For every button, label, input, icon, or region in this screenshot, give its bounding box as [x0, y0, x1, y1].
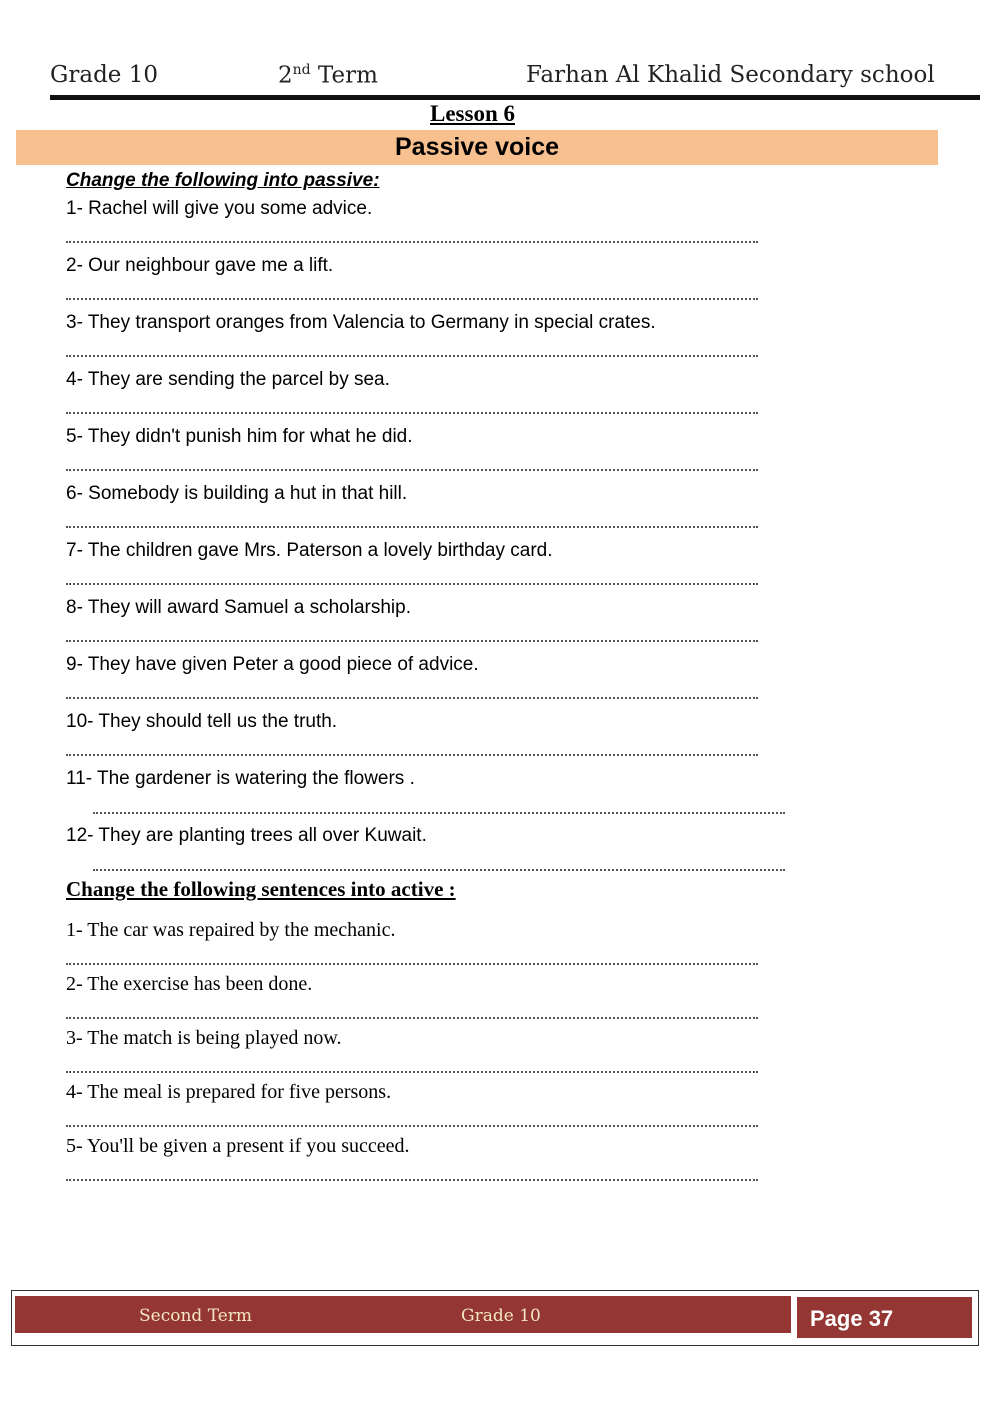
- answer-line[interactable]: [66, 237, 758, 243]
- header-school: Farhan Al Khalid Secondary school: [526, 62, 935, 88]
- passive-question: 11- The gardener is watering the flowers .: [66, 768, 415, 789]
- answer-line[interactable]: [66, 1121, 758, 1127]
- answer-line[interactable]: [66, 1175, 758, 1181]
- page-title: Passive voice: [16, 130, 938, 165]
- passive-question: 12- They are planting trees all over Kuwait.: [66, 825, 427, 846]
- answer-line[interactable]: [66, 465, 758, 471]
- passive-instruction: Change the following into passive:: [66, 170, 380, 191]
- answer-line[interactable]: [66, 750, 758, 756]
- header-term: [278, 62, 378, 89]
- header-term-superscript: nd: [292, 62, 311, 78]
- answer-line[interactable]: [66, 522, 758, 528]
- answer-line[interactable]: [66, 1067, 758, 1073]
- passive-question: 8- They will award Samuel a scholarship.: [66, 597, 411, 618]
- footer-band: [15, 1296, 791, 1333]
- active-instruction: Change the following sentences into active :: [66, 877, 456, 901]
- page-header: [50, 62, 980, 96]
- answer-line[interactable]: [66, 693, 758, 699]
- answer-line[interactable]: [66, 408, 758, 414]
- passive-question: 5- They didn't punish him for what he did.: [66, 426, 413, 447]
- header-grade: Grade 10: [50, 62, 158, 88]
- answer-line[interactable]: [66, 636, 758, 642]
- active-question: 1- The car was repaired by the mechanic.: [66, 919, 396, 941]
- answer-line[interactable]: [66, 294, 758, 300]
- active-question: 5- You'll be given a present if you succeed.: [66, 1135, 410, 1157]
- page-number: Page 37: [797, 1297, 972, 1338]
- answer-line[interactable]: [66, 959, 758, 965]
- lesson-heading: Lesson 6: [430, 101, 515, 126]
- passive-question: 10- They should tell us the truth.: [66, 711, 338, 732]
- footer-term: Second Term: [139, 1306, 253, 1326]
- answer-line[interactable]: [66, 579, 758, 585]
- passive-question: 7- The children gave Mrs. Paterson a lovely birthday card.: [66, 540, 553, 561]
- passive-question: 1- Rachel will give you some advice.: [66, 198, 373, 219]
- passive-question: 6- Somebody is building a hut in that hill.: [66, 483, 408, 504]
- header-term-word: Term: [310, 62, 378, 89]
- active-question: 2- The exercise has been done.: [66, 973, 313, 995]
- header-term-number: 2: [278, 62, 293, 89]
- passive-question: 2- Our neighbour gave me a lift.: [66, 255, 334, 276]
- active-question: 4- The meal is prepared for five persons.: [66, 1081, 392, 1103]
- answer-line[interactable]: [66, 1013, 758, 1019]
- active-question: 3- The match is being played now.: [66, 1027, 342, 1049]
- answer-line[interactable]: [93, 865, 785, 871]
- passive-question: 9- They have given Peter a good piece of advice.: [66, 654, 479, 675]
- answer-line[interactable]: [66, 351, 758, 357]
- footer-grade: Grade 10: [461, 1306, 541, 1326]
- header-divider: [50, 95, 980, 100]
- answer-line[interactable]: [93, 808, 785, 814]
- passive-question: 3- They transport oranges from Valencia to Germany in special crates.: [66, 312, 656, 333]
- passive-question: 4- They are sending the parcel by sea.: [66, 369, 390, 390]
